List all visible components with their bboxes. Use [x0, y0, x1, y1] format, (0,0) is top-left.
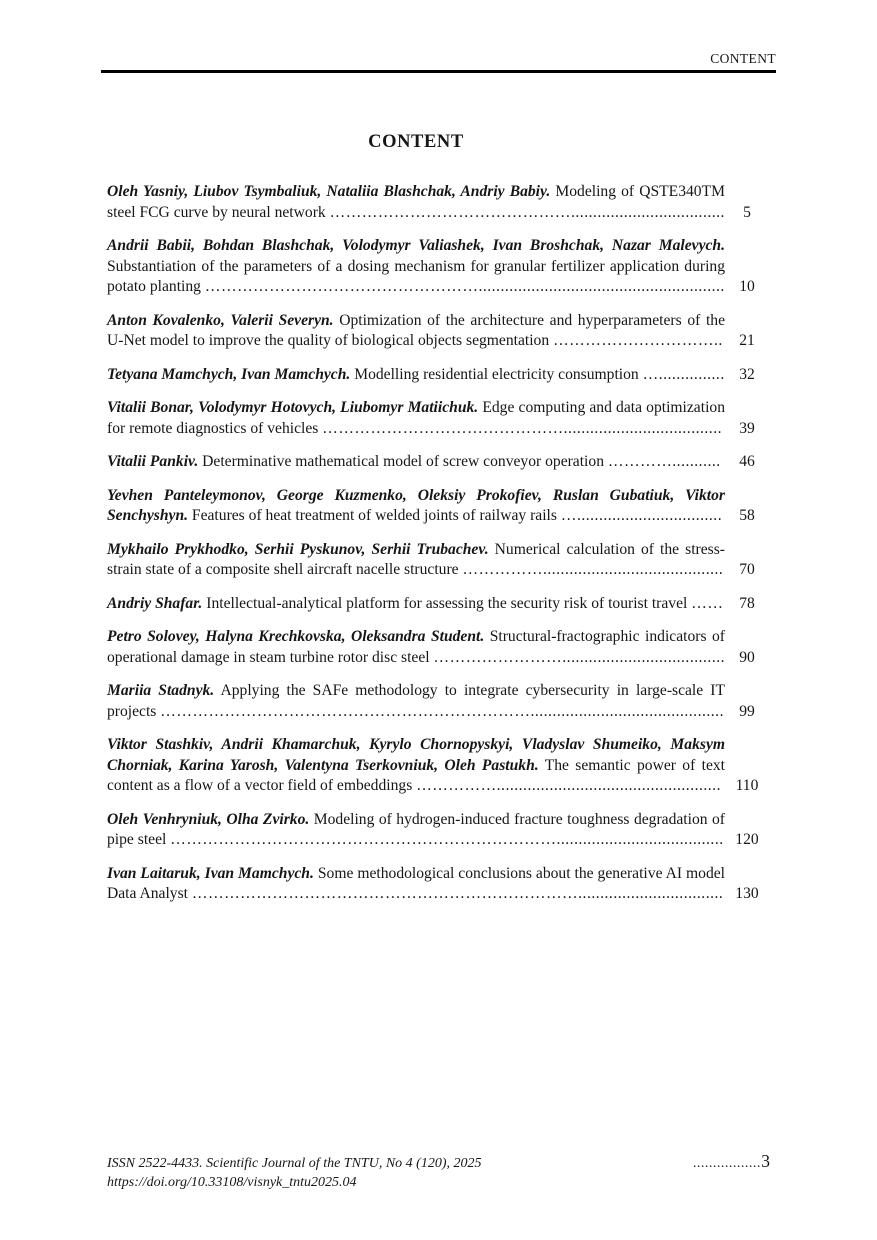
entry-authors: Oleh Venhryniuk, Olha Zvirko. — [107, 810, 310, 828]
entry-title: Intellectual-analytical platform for assessing the security risk of tourist travel — [206, 594, 688, 612]
entry-page-number: 10 — [739, 278, 755, 295]
entry-authors: Andrii Babii, Bohdan Blashchak, Volodymyr Valiashek, Ivan Broshchak, Nazar Malevych. — [107, 237, 725, 254]
entry-text — [107, 452, 725, 473]
entry-title: The semantic power of text content as a flow of a vector field of embeddings — [107, 756, 725, 794]
entry-text — [107, 311, 725, 352]
dot-leader: ……………......................................... — [462, 561, 724, 578]
toc-entry — [107, 311, 763, 352]
entry-title: Edge computing and data optimization for remote diagnostics of vehicles — [107, 399, 725, 437]
entry-authors: Vitalii Bonar, Volodymyr Hotovych, Liubomyr Matiichuk. — [107, 399, 479, 416]
main-content — [107, 130, 763, 918]
toc-entry — [107, 681, 763, 722]
toc-list — [107, 182, 763, 905]
dot-leader: …................................. — [560, 507, 723, 524]
entry-text — [107, 735, 725, 797]
toc-entry — [107, 486, 763, 527]
toc-entry — [107, 452, 763, 473]
entry-title: Substantiation of the parameters of a dosing mechanism for granular fertilizer application during potato planting — [107, 257, 725, 295]
entry-text — [107, 594, 725, 615]
dot-leader: ………………………………………................................... — [329, 203, 725, 221]
entry-text — [107, 365, 725, 386]
toc-entry — [107, 594, 763, 615]
entry-title: Modeling of QSTE340TM steel FCG curve by neural network — [107, 183, 725, 221]
entry-page-number: 58 — [739, 507, 755, 524]
entry-page-number: 90 — [739, 648, 755, 666]
entry-title: Features of heat treatment of welded joints of railway rails — [191, 507, 557, 524]
toc-entry — [107, 236, 763, 298]
toc-entry — [107, 182, 763, 223]
entry-authors: Viktor Stashkiv, Andrii Khamarchuk, Kyrylo Chornopyskyi, Vladyslav Shumeiko, Maksym Chorniak, Karina Yarosh, Valentyna Tserkovniuk, Oleh Pastukh. — [107, 736, 725, 774]
dot-leader: ……………………………………………........................................................ — [204, 278, 725, 295]
entry-title: Modeling of hydrogen-induced fracture toughness degradation of pipe steel — [107, 810, 725, 848]
entry-authors: Tetyana Mamchych, Ivan Mamchych. — [107, 365, 351, 383]
entry-page-number: 99 — [739, 702, 755, 720]
entry-authors: Ivan Laitaruk, Ivan Mamchych. — [107, 864, 314, 882]
entry-text — [107, 398, 725, 439]
dot-leader: ………………………………………………………………................................. — [191, 885, 724, 902]
entry-page-number: 46 — [739, 453, 755, 470]
entry-page-number: 130 — [735, 885, 759, 902]
entry-page-number: 110 — [735, 777, 759, 794]
entry-text — [107, 486, 725, 527]
entry-title: Structural-fractographic indicators of operational damage in steam turbine rotor disc steel — [107, 628, 725, 666]
page-header — [101, 51, 776, 73]
footer-page-number: 3 — [761, 1151, 770, 1171]
dot-leader: ………………………….. — [553, 332, 723, 349]
page-title: CONTENT — [368, 132, 464, 152]
entry-page-number: 120 — [735, 831, 759, 848]
toc-entry — [107, 540, 763, 581]
entry-text — [107, 627, 725, 668]
entry-text — [107, 864, 725, 905]
entry-authors: Andriy Shafar. — [107, 594, 203, 612]
dot-leader: ……………………………………….................................... — [322, 419, 722, 437]
entry-title: Optimization of the architecture and hyperparameters of the U-Net model to improve the quality of biological objects segmentation — [107, 311, 725, 349]
entry-authors: Vitalii Pankiv. — [107, 453, 199, 470]
entry-text — [107, 681, 725, 722]
entry-page-number: 39 — [739, 419, 755, 437]
footer-dot-leader: ................. — [693, 1156, 762, 1171]
entry-title: Modelling residential electricity consumption — [354, 365, 639, 383]
dot-leader: ……………………..................................... — [433, 648, 726, 666]
entry-text — [107, 540, 725, 581]
entry-authors: Mykhailo Prykhodko, Serhii Pyskunov, Serhii Trubachev. — [107, 540, 489, 558]
dot-leader: …… — [691, 594, 724, 612]
toc-entry — [107, 810, 763, 851]
entry-page-number: 5 — [743, 203, 751, 221]
dot-leader: ……………................................................... — [416, 777, 721, 794]
dot-leader: ……………………………………………………………............................................ — [160, 702, 724, 720]
entry-authors: Petro Solovey, Halyna Krechkovska, Oleksandra Student. — [107, 628, 485, 645]
toc-entry — [107, 735, 763, 797]
entry-text — [107, 236, 725, 298]
entry-authors: Yevhen Panteleymonov, George Kuzmenko, Oleksiy Prokofiev, Ruslan Gubatiuk, Viktor Senchyshyn. — [107, 486, 725, 524]
entry-authors: Anton Kovalenko, Valerii Severyn. — [107, 311, 334, 329]
entry-title: Determinative mathematical model of screw conveyor operation — [202, 453, 604, 470]
entry-text — [107, 182, 725, 223]
entry-title: Some methodological conclusions about the generative AI model Data Analyst — [107, 864, 726, 902]
toc-entry — [107, 398, 763, 439]
running-head: CONTENT — [710, 51, 776, 66]
entry-authors: Mariia Stadnyk. — [107, 682, 215, 699]
page-footer — [107, 1152, 770, 1192]
entry-page-number: 21 — [739, 332, 755, 349]
footer-text: ISSN 2522-4433. Scientific Journal of the TNTU, No 4 (120), 2025 https://doi.org/10.33108/visnyk_tntu2025.04 — [107, 1156, 482, 1190]
entry-text — [107, 810, 725, 851]
toc-entry — [107, 365, 763, 386]
entry-title: Numerical calculation of the stress-strain state of a composite shell aircraft nacelle structure — [107, 540, 725, 578]
toc-entry — [107, 864, 763, 905]
dot-leader: …………........... — [607, 453, 721, 470]
dot-leader: ………………………………………………………………...................................... — [170, 831, 724, 848]
entry-authors: Oleh Yasniy, Liubov Tsymbaliuk, Nataliia Blashchak, Andriy Babiy. — [107, 183, 551, 200]
entry-page-number: 70 — [739, 561, 755, 578]
entry-title: Applying the SAFe methodology to integrate cybersecurity in large-scale IT projects — [107, 682, 726, 720]
entry-page-number: 32 — [739, 365, 755, 383]
dot-leader: …............... — [642, 365, 725, 383]
entry-page-number: 78 — [739, 594, 755, 612]
toc-entry — [107, 627, 763, 668]
